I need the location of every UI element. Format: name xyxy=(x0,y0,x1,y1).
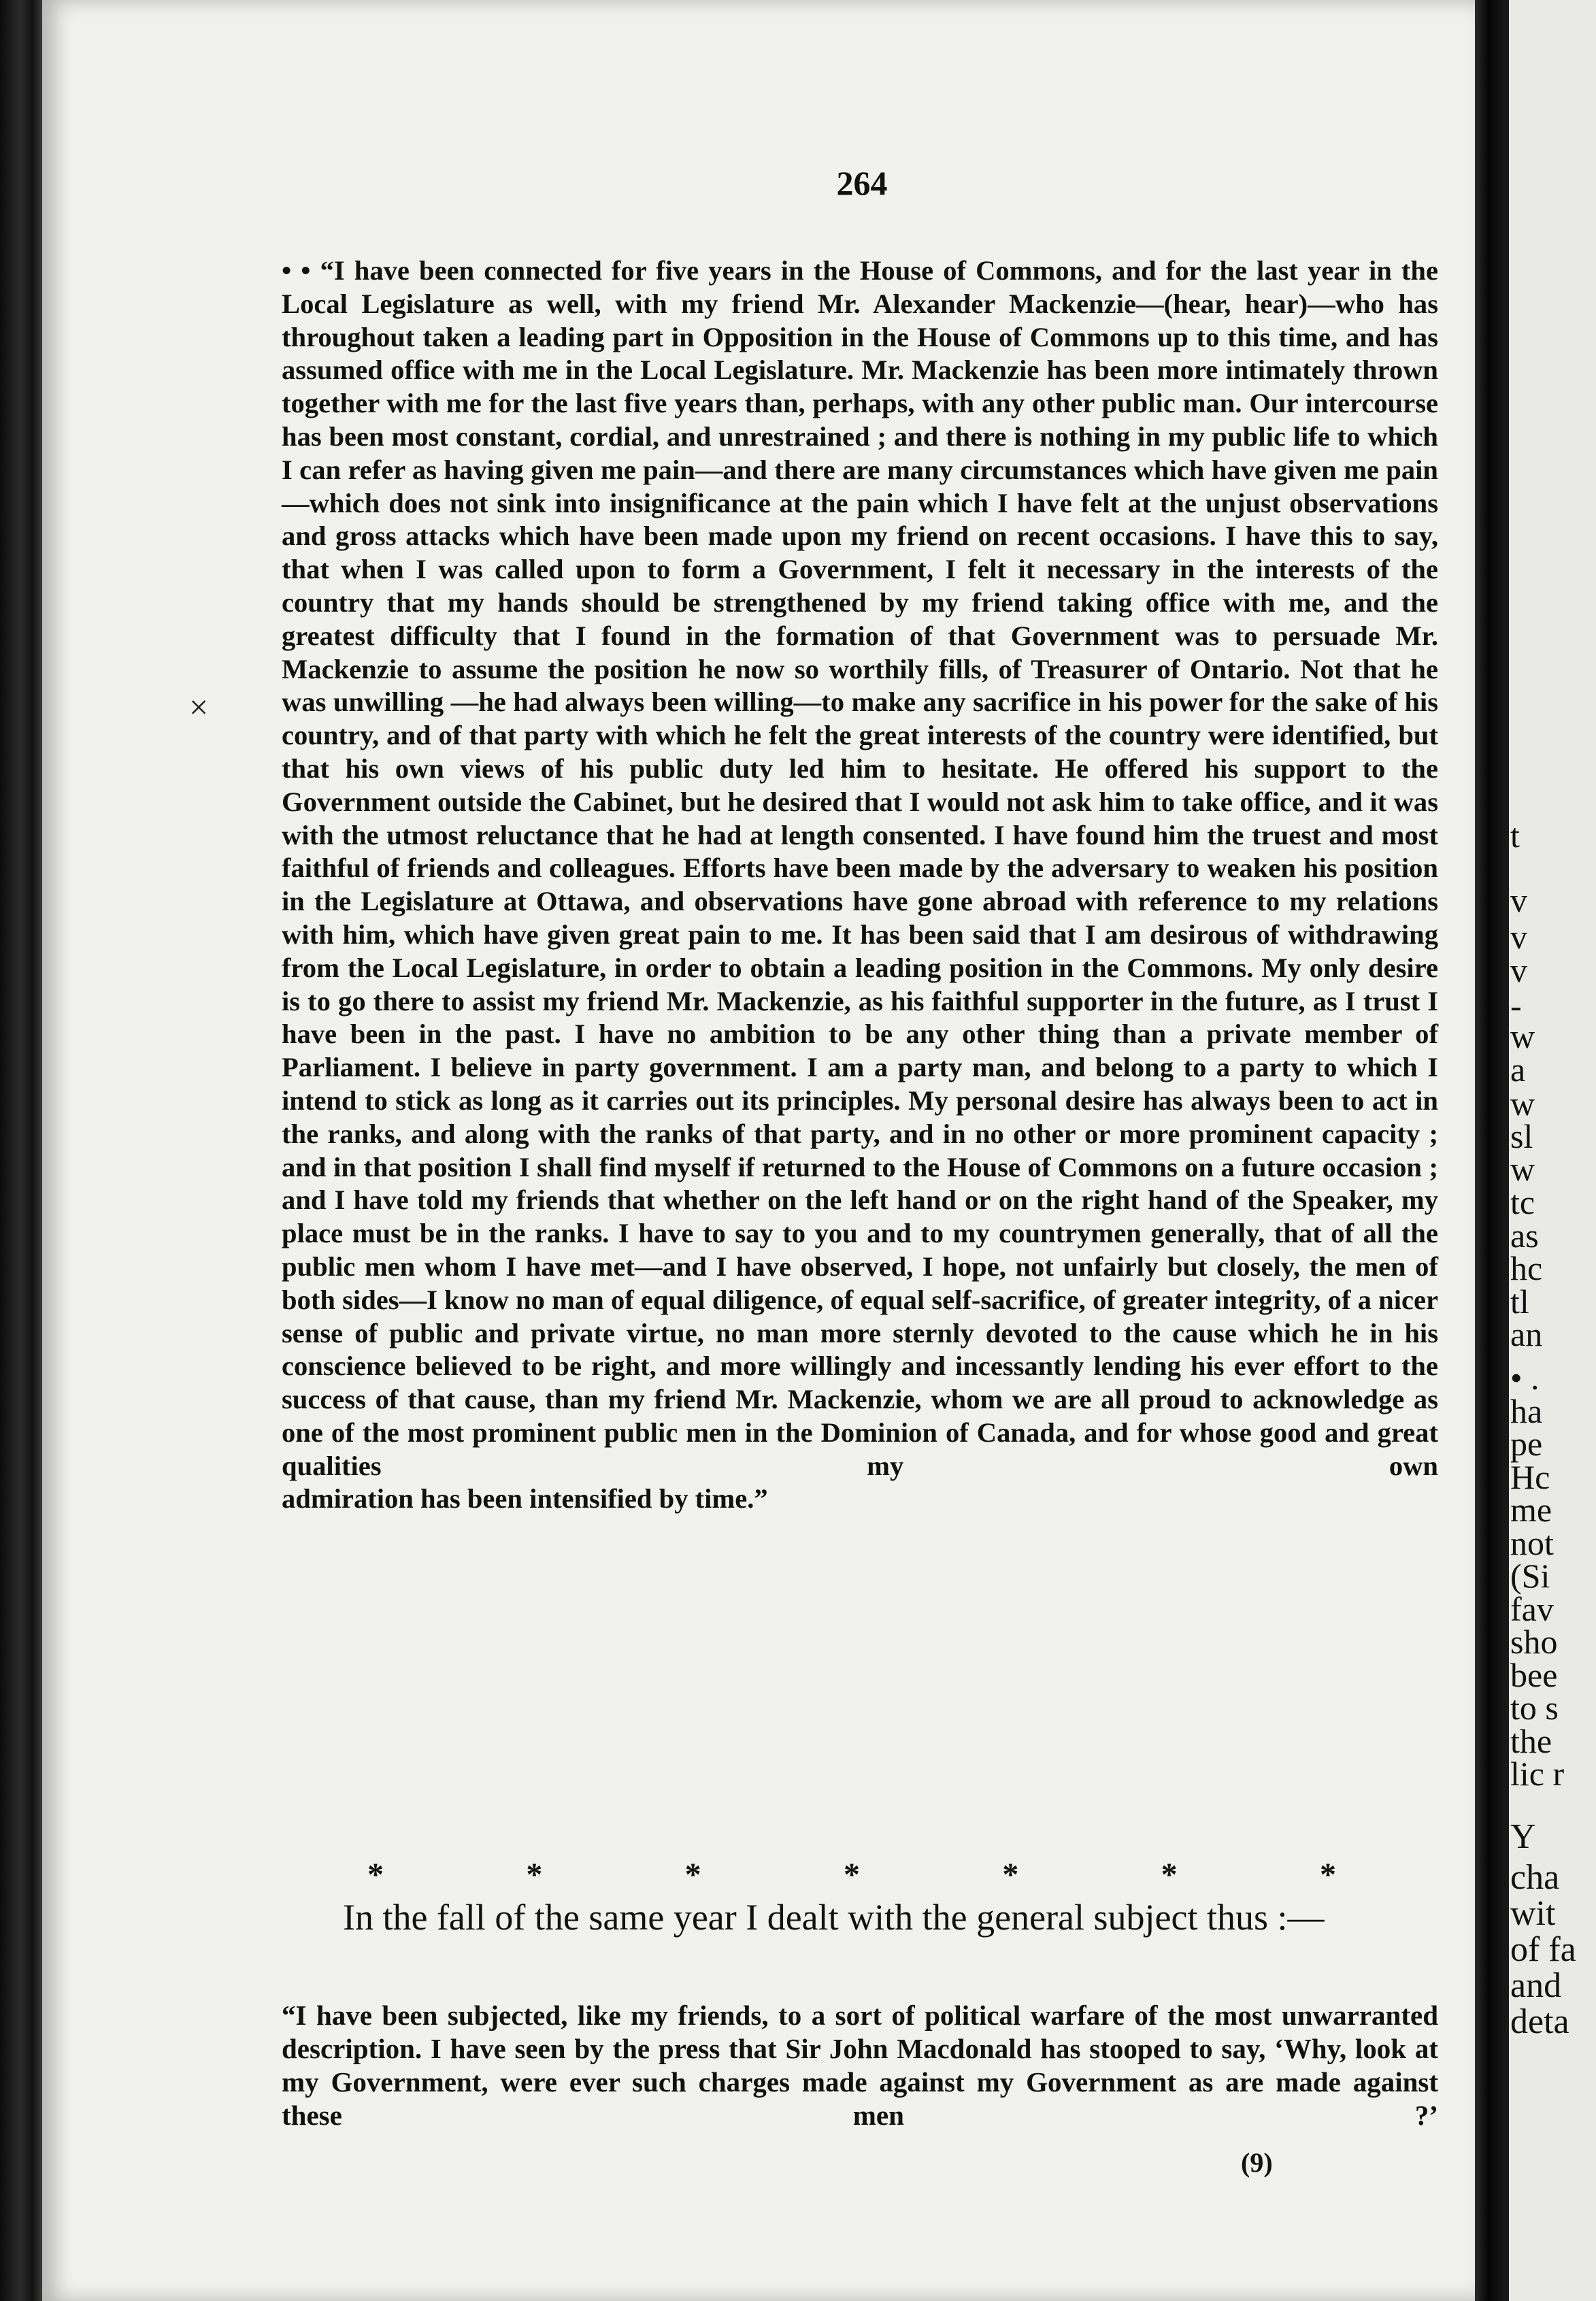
book-page xyxy=(42,0,1475,2301)
next-page-text-fragment: ha xyxy=(1510,1392,1543,1430)
book-binding-left xyxy=(0,0,42,2301)
next-page-edge xyxy=(1509,0,1596,2301)
next-page-text-fragment: as xyxy=(1510,1216,1539,1255)
next-page-text-fragment: v xyxy=(1510,918,1527,956)
page-number: 264 xyxy=(836,164,888,202)
next-page-text-fragment: pe xyxy=(1510,1425,1543,1463)
next-page-text-fragment: Y xyxy=(1510,1817,1536,1856)
signature-mark: (9) xyxy=(1241,2147,1273,2178)
next-page-text-fragment: bee xyxy=(1510,1656,1558,1694)
next-page-text-fragment: w xyxy=(1510,1017,1535,1055)
next-page-text-fragment: tl xyxy=(1510,1282,1529,1321)
separator-asterisk: * xyxy=(367,1857,384,1893)
body-paragraph: In the fall of the same year I dealt with the general subject thus :— xyxy=(343,1897,1325,1938)
separator-asterisk: * xyxy=(1002,1857,1019,1893)
next-page-text-fragment: me xyxy=(1510,1491,1552,1529)
next-page-text-fragment: deta xyxy=(1510,2002,1569,2041)
next-page-text-fragment: v xyxy=(1510,951,1527,989)
quoted-speech-last-line: admiration has been intensified by time.” xyxy=(282,1483,768,1514)
quoted-speech-paragraph xyxy=(282,254,1438,1516)
next-page-text-fragment: sho xyxy=(1510,1623,1558,1661)
separator-asterisk: * xyxy=(1319,1857,1336,1893)
next-page-text-fragment: - xyxy=(1510,987,1522,1025)
next-page-text-fragment: t xyxy=(1510,816,1520,855)
quoted-speech-text: • • “I have been connected for five years in the House of Commons, and for the last year in the Local Legislature as well, with my friend Mr. Alexander Mackenzie—(hear, hear)—who has throughout taken a leading part in Opposition in the House of Commons up to this time, and has assumed office with me in the Local Legislature. Mr. Mackenzie has been more intimately thrown together with me for the last five years than, perhaps, with any other public man. Our intercourse has been most constant, cordial, and unrestrained ; and there is nothing in my public life to which I can refer as having given me pain—and there are many circumstances which have given me pain—which does not sink into insignificance at the pain which I have felt at the unjust observations and gross attacks which have been made upon my friend on recent occasions. I have this to say, that when I was called upon to form a Government, I felt it necessary in the interests of the country that my hands should be strengthened by my friend taking office with me, and the greatest difficulty that I found in the formation of that Government was to persuade Mr. Mackenzie to assume the position he now so worthily fills, of Treasurer of Ontario. Not that he was unwilling —he had always been willing—to make any sacrifice in his power for the sake of his country, and of that party with which he felt the great interests of the country were identified, but that his own views of his public duty led him to hesitate. He offered his support to the Government outside the Cabinet, but he desired that I would not ask him to take office, and it was with the utmost reluctance that he had at length consented. I have found him the truest and most faithful of friends and colleagues. Efforts have been made by the adversary to weaken his position in the Legislature at Ottawa, and observations have gone abroad with reference to my relations with him, which have given great pain to me. It has been said that I am desirous of withdrawing from the Local Legislature, in order to obtain a leading position in the Commons. My only desire is to go there to assist my friend Mr. Mackenzie, as his faithful supporter in the future, as I trust I have been in the past. I have no ambition to be any other thing than a private member of Parliament. I believe in party government. I am a party man, and belong to a party to which I intend to stick as long as it carries out its principles. My personal desire has always been to act in the ranks, and along with the ranks of that party, and in no other or more prominent capacity ; and in that position I shall find myself if returned to the House of Commons on a future occasion ; and I have told my friends that whether on the left hand or on the right hand of the Speaker, my place must be in the ranks. I have to say to you and to my countrymen generally, that of all the public men whom I have met—and I have observed, I hope, not unfairly but closely, the men of both sides—I know no man of equal diligence, of equal self-sacrifice, of greater integrity, of a nicer sense of public and private virtue, no man more sternly devoted to the cause which he in his conscience believed to be right, and more willingly and incessantly lending his ever effort to the success of that cause, than my friend Mr. Mackenzie, whom we are all proud to acknowledge as one of the most prominent public men in the Dominion of Canada, and for whose good and great qualities my own xyxy=(282,255,1438,1481)
next-page-text-fragment: Hc xyxy=(1510,1458,1550,1496)
next-page-text-fragment: lic r xyxy=(1510,1755,1565,1793)
next-page-text-fragment: and xyxy=(1510,1966,1562,2005)
separator-asterisk: * xyxy=(1161,1857,1178,1893)
next-page-text-fragment: fav xyxy=(1510,1590,1554,1628)
next-page-text-fragment: w xyxy=(1510,1150,1535,1188)
next-page-text-fragment: the xyxy=(1510,1722,1552,1760)
next-page-text-fragment: of fa xyxy=(1510,1930,1576,1969)
margin-annotation-mark: × xyxy=(189,688,209,726)
next-page-text-fragment: v xyxy=(1510,881,1527,919)
next-page-text-fragment: not xyxy=(1510,1524,1554,1562)
section-separator xyxy=(362,1856,1342,1893)
next-page-text-fragment: w xyxy=(1510,1085,1535,1123)
separator-asterisk: * xyxy=(526,1857,543,1893)
separator-asterisk: * xyxy=(843,1857,860,1893)
next-page-text-fragment: tc xyxy=(1510,1183,1535,1221)
next-page-text-fragment: an xyxy=(1510,1315,1543,1353)
next-page-text-fragment: • . xyxy=(1510,1359,1540,1397)
next-page-text-fragment: a xyxy=(1510,1050,1526,1089)
next-page-text-fragment: sl xyxy=(1510,1117,1533,1155)
separator-asterisk: * xyxy=(684,1857,701,1893)
next-page-text-fragment: (Si xyxy=(1510,1557,1550,1595)
next-page-text-fragment: to s xyxy=(1510,1689,1559,1727)
next-page-text-fragment: hc xyxy=(1510,1249,1543,1287)
quoted-speech-paragraph-2: “I have been subjected, like my friends, to a sort of political warfare of the most unwarranted description. I have seen by the press that Sir John Macdonald has stooped to say, ‘Why, look at my Government, were ever such charges made against my Government as are made against these men ?’ xyxy=(282,2000,1438,2131)
book-gutter xyxy=(1475,0,1509,2301)
next-page-text-fragment: cha xyxy=(1510,1858,1560,1897)
next-page-text-fragment: wit xyxy=(1510,1894,1556,1933)
